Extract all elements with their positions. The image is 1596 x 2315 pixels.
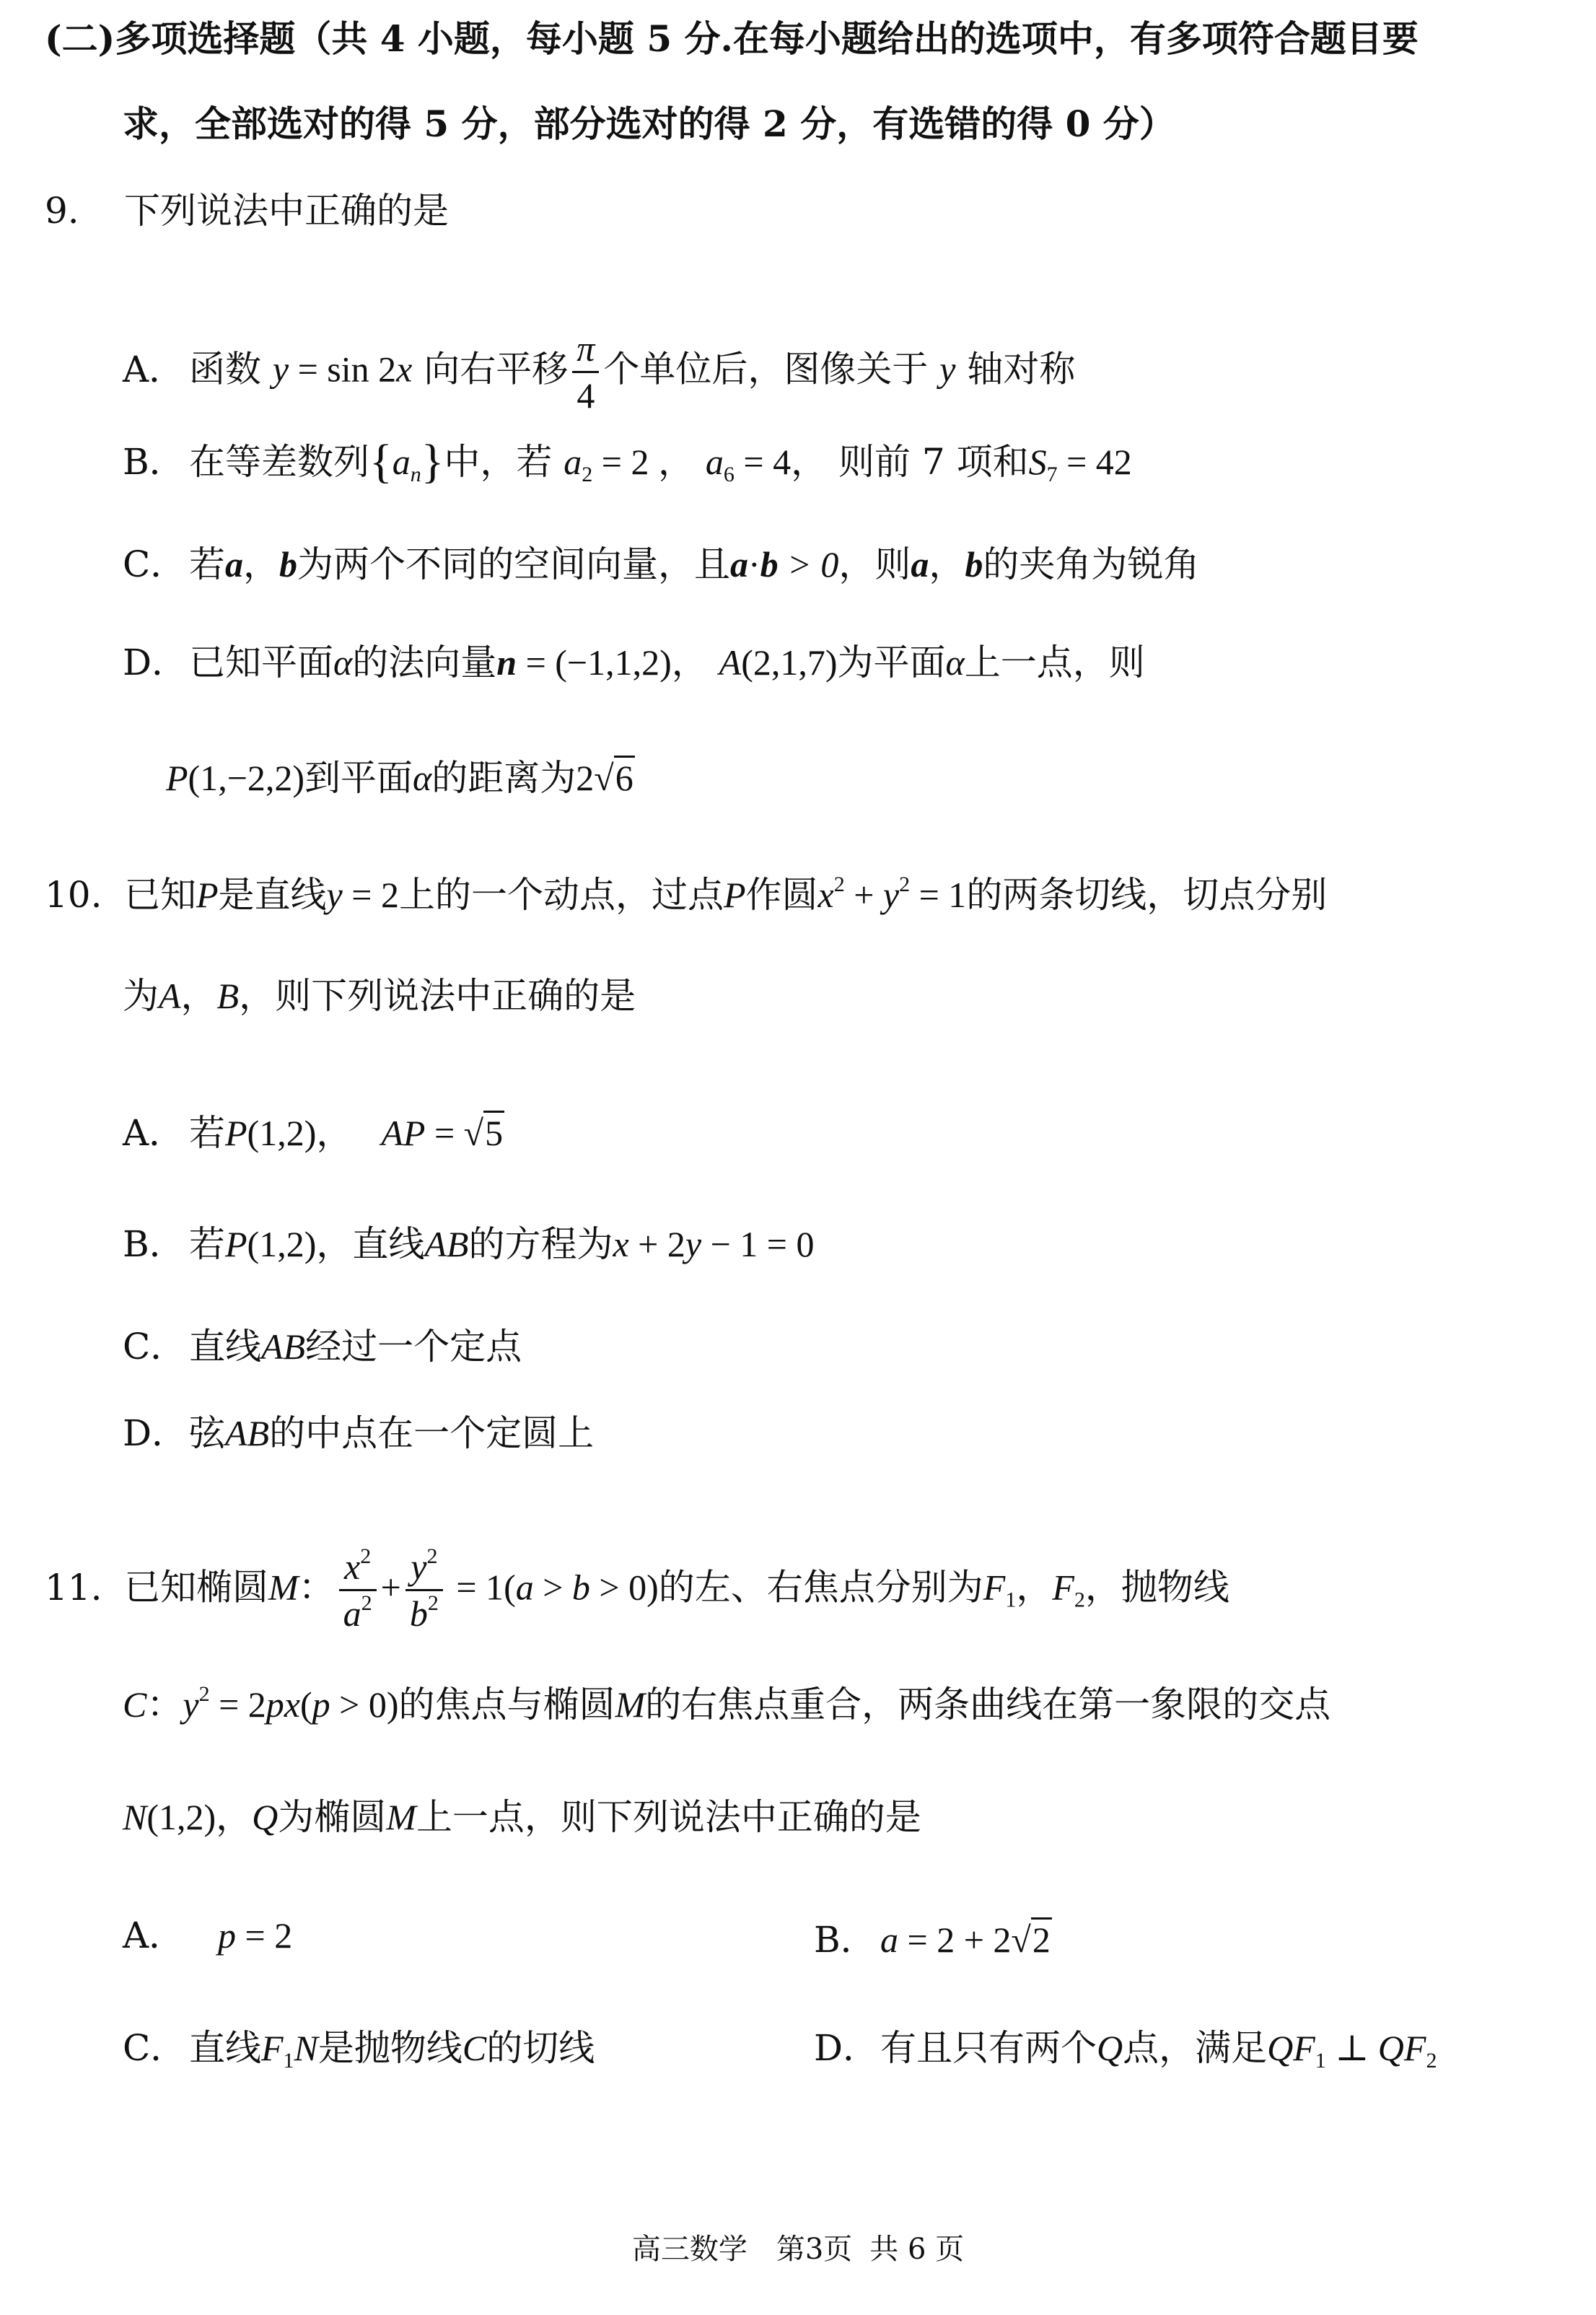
subscript: 2 (1074, 1588, 1085, 1612)
exponent: 2 (361, 1591, 372, 1615)
text: 已知 (124, 874, 196, 916)
q10-number: 10. (45, 874, 102, 916)
math: { (369, 435, 393, 488)
q11-stem (45, 1544, 1229, 1636)
text: 作圆 (745, 874, 818, 916)
vector: b (760, 544, 779, 585)
math: B (216, 976, 240, 1016)
sqrt-sign: √ (463, 1113, 484, 1153)
math: M (386, 1797, 416, 1837)
subscript: 1 (1315, 2049, 1326, 2073)
text: 轴对称 (967, 348, 1076, 390)
math: = (425, 1113, 464, 1153)
math: P (166, 758, 188, 798)
text: 在等差数列 (189, 441, 369, 483)
math: = 42 (1057, 442, 1132, 482)
option-label: B． (123, 1223, 185, 1265)
math: Q (1097, 2028, 1123, 2068)
math: A (159, 976, 181, 1016)
math: y (685, 1224, 702, 1264)
vector: n (496, 642, 517, 683)
q10-option-c (123, 1325, 522, 1368)
option-label: D． (123, 642, 188, 683)
subscript: 7 (1046, 463, 1058, 486)
math: x (396, 349, 413, 390)
math: = 2 (342, 875, 399, 915)
text: 经过一个定点 (305, 1326, 522, 1367)
math: AB (225, 1413, 270, 1453)
math: > 0) (330, 1684, 399, 1725)
math: (1,−2,2) (188, 758, 305, 798)
math: a (515, 1567, 534, 1608)
math: y (411, 1546, 427, 1587)
text: ， (243, 543, 279, 585)
q9-option-d-cont (166, 756, 635, 800)
text: 是直线 (218, 874, 327, 916)
text: ， (929, 543, 965, 585)
math: p (218, 1915, 236, 1956)
math: y (272, 349, 289, 390)
math: b (571, 1567, 590, 1608)
text: 为 (123, 975, 159, 1017)
q10-option-b (123, 1222, 814, 1266)
math: y (882, 875, 900, 915)
text: ， (180, 975, 217, 1017)
text: 的方程为 (468, 1223, 613, 1265)
text: 上一点，则下列说法中正确的是 (416, 1796, 921, 1838)
math: AP (381, 1113, 426, 1153)
subscript: 2 (1426, 2049, 1437, 2073)
math: (2,1,7) (741, 642, 838, 683)
math: A (719, 642, 742, 683)
q10-stem (45, 873, 1327, 916)
text: 的法向量 (352, 642, 497, 683)
math: M (268, 1567, 299, 1608)
footer-page-number: 第3页 (776, 2233, 853, 2266)
option-label: C． (123, 2027, 187, 2069)
vector: a (911, 544, 929, 585)
text: 若 (189, 543, 225, 585)
exponent: 2 (198, 1682, 210, 1706)
text: 的夹角为锐角 (983, 543, 1200, 585)
q11-option-d (814, 2026, 1437, 2073)
text: 为椭圆 (278, 1796, 387, 1838)
q9-option-b (123, 435, 1132, 488)
option-label: C． (123, 1326, 187, 1367)
text: ，则 (838, 543, 911, 585)
math: − 1 = 0 (701, 1224, 815, 1264)
text: 点，满足 (1123, 2027, 1268, 2069)
option-label: A． (123, 1112, 185, 1154)
math: + (844, 875, 883, 915)
option-label: D． (814, 2027, 880, 2069)
page-footer (0, 2231, 1596, 2267)
text: 的中点在一个定圆上 (269, 1412, 595, 1454)
fraction-y2-over-b2 (405, 1544, 443, 1636)
math: N (294, 2028, 318, 2068)
math: M (615, 1684, 646, 1725)
math: y (183, 1684, 199, 1725)
math: F (1052, 1567, 1074, 1608)
math: x (344, 1546, 361, 1587)
text: 已知椭圆 (124, 1566, 268, 1609)
math: a (705, 442, 724, 482)
math: P (225, 1113, 247, 1153)
math: a (392, 442, 411, 482)
math: px (266, 1684, 300, 1725)
text: 若 (189, 1112, 225, 1154)
math: 2 (576, 758, 595, 798)
option-label: A． (123, 1914, 185, 1956)
text: ： (298, 1566, 335, 1609)
text: 函数 (189, 348, 261, 390)
footer-subject: 高三数学 (631, 2233, 747, 2266)
q11-stem-cont1 (123, 1683, 1330, 1726)
text: 为两个不同的空间向量，且 (297, 543, 730, 585)
text: 上的一个动点，过点 (398, 874, 724, 916)
math: + (380, 1567, 401, 1608)
math: = 1 (447, 1567, 504, 1608)
math: (1,2) (247, 1113, 317, 1153)
radicand: 6 (614, 756, 635, 798)
option-label: C． (123, 543, 187, 585)
q9-option-d (123, 641, 1145, 684)
section-header-text: 求，全部选对的得 5 分，部分选对的得 2 分，有选错的得 0 分） (123, 102, 1175, 145)
math: y (939, 349, 956, 390)
text: 到平面 (304, 757, 413, 799)
option-label: D． (123, 1412, 188, 1454)
text: 弦 (189, 1412, 225, 1454)
radicand: 2 (1031, 1917, 1052, 1960)
math: = 1 (910, 875, 967, 915)
q11-option-b (814, 1918, 1052, 1961)
text: 的切线 (486, 2027, 595, 2069)
exponent: 2 (360, 1544, 372, 1568)
math: ( (299, 1684, 312, 1725)
q11-stem-cont2 (123, 1795, 921, 1839)
text: 则前 7 项和 (838, 441, 1029, 483)
exponent: 2 (899, 872, 911, 896)
math: α (945, 642, 965, 683)
text: 的左、右焦点分别为 (658, 1566, 983, 1609)
text: 中，若 (444, 441, 553, 483)
math: = (−1,1,2)， (517, 642, 708, 683)
math: QF (1377, 2028, 1426, 2068)
math: AB (261, 1326, 306, 1367)
math: } (421, 435, 444, 488)
math: (1,2) (247, 1224, 317, 1264)
math: a (564, 442, 582, 482)
text: ，则下列说法中正确的是 (239, 975, 636, 1017)
text: ，直线 (316, 1223, 425, 1265)
section-header-line2 (123, 102, 1175, 146)
subscript: 1 (283, 2049, 294, 2073)
math: S (1028, 442, 1047, 482)
text: ， (316, 1112, 353, 1154)
q10-stem-cont (123, 974, 636, 1018)
subscript: 6 (723, 463, 735, 486)
option-label: A． (123, 348, 185, 390)
math: P (723, 875, 746, 915)
text: 向右平移 (424, 348, 569, 390)
math: y (326, 875, 343, 915)
fraction-denominator: 4 (576, 375, 595, 416)
math: P (225, 1224, 247, 1264)
sqrt-sign: √ (1011, 1920, 1031, 1960)
math: AB (424, 1224, 469, 1264)
math: F (261, 2028, 284, 2068)
vector: a (730, 544, 748, 585)
math: α (333, 642, 353, 683)
radicand: 5 (483, 1111, 504, 1153)
q11-option-c (123, 2026, 595, 2073)
vector: b (279, 544, 297, 585)
math: N (123, 1797, 147, 1837)
q10-option-d (123, 1412, 594, 1455)
math: > 0 (778, 544, 839, 585)
text: 是抛物线 (317, 2027, 462, 2069)
text: 若 (189, 1223, 225, 1265)
text: 直线 (189, 2027, 261, 2069)
math: > (533, 1567, 572, 1608)
q9-option-c (123, 543, 1199, 586)
subscript: 1 (1005, 1588, 1017, 1612)
q9-stem (45, 189, 449, 232)
q9-option-a (123, 326, 1075, 418)
math: p (312, 1684, 330, 1725)
text: 直线 (189, 1326, 261, 1367)
text: 有且只有两个 (880, 2027, 1097, 2069)
fraction-numerator: π (572, 326, 599, 373)
section-header-text: (二)多项选择题（共 4 小题，每小题 5 分.在每小题给出的选项中，有多项符合题目要 (45, 17, 1419, 60)
math: · (748, 544, 760, 585)
footer-page-total: 共 6 页 (869, 2233, 965, 2266)
fraction-x2-over-a2 (339, 1544, 377, 1636)
option-label: B． (814, 1919, 877, 1961)
math: F (983, 1567, 1006, 1608)
exponent: 2 (833, 872, 845, 896)
option-label: B． (123, 441, 185, 483)
q9-number: 9. (45, 190, 79, 232)
text: 的距离为 (431, 757, 576, 799)
text: 的两条切线，切点分别 (966, 874, 1328, 916)
q10-option-a (123, 1111, 504, 1155)
math: Q (252, 1797, 279, 1837)
math: = sin 2 (289, 349, 397, 390)
math: QF (1267, 2028, 1315, 2068)
math: (1,2)， (146, 1797, 253, 1837)
math: C (123, 1684, 147, 1725)
vector: b (965, 544, 983, 585)
text: 为平面 (837, 642, 946, 683)
math: C (462, 2028, 487, 2068)
math: ( (504, 1567, 516, 1608)
text: ， (1016, 1566, 1053, 1609)
math: P (196, 875, 219, 915)
sqrt-sign: √ (594, 758, 614, 798)
math: a (880, 1920, 898, 1960)
text: 已知平面 (189, 642, 333, 683)
vector: a (225, 544, 243, 585)
text: ，抛物线 (1084, 1566, 1229, 1609)
exponent: 2 (426, 1544, 438, 1568)
fraction-pi-over-4 (572, 326, 599, 418)
math: x (613, 1224, 629, 1264)
text: 的右焦点重合，两条曲线在第一象限的交点 (645, 1684, 1331, 1725)
q9-stem-text: 下列说法中正确的是 (124, 190, 449, 232)
math: + 2 (628, 1224, 685, 1264)
q11-option-a (123, 1914, 292, 1957)
math: = 2 (209, 1684, 266, 1725)
math: α (413, 758, 432, 798)
math: ⊥ (1325, 2028, 1378, 2068)
text: 的焦点与椭圆 (398, 1684, 615, 1725)
math: = 4， (734, 442, 828, 482)
text: 上一点，则 (964, 642, 1145, 683)
math: > 0) (589, 1567, 659, 1608)
section-header-line1 (45, 17, 1419, 61)
exponent: 2 (427, 1591, 439, 1615)
text: 个单位后，图像关于 (603, 348, 929, 390)
q11-number: 11. (45, 1566, 102, 1609)
math: a (343, 1593, 361, 1634)
text: ： (146, 1684, 183, 1725)
math: x (817, 875, 834, 915)
math: = 2 (236, 1915, 293, 1956)
math: = 2 ， (592, 442, 694, 482)
math: = 2 + 2 (898, 1920, 1012, 1960)
subscript: n (410, 463, 421, 486)
subscript: 2 (582, 463, 593, 486)
math: b (409, 1593, 428, 1634)
